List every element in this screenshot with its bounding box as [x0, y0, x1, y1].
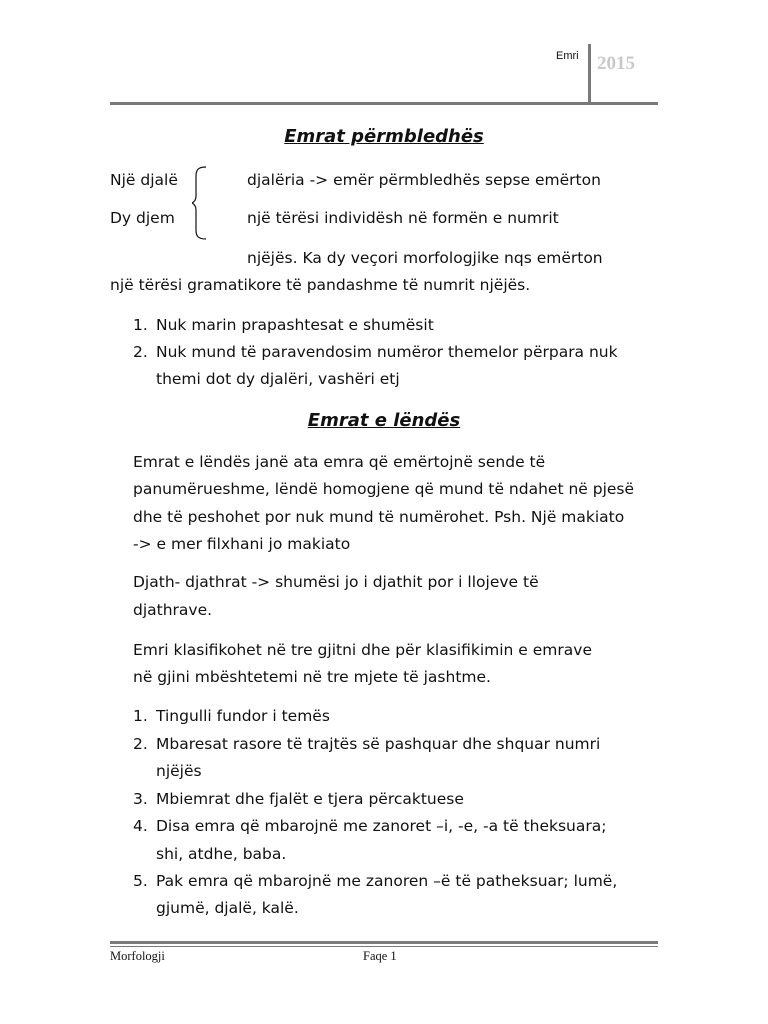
- list-item-continuation: njëjës: [156, 762, 202, 780]
- header-rule: [110, 102, 658, 105]
- paragraph-line: panumërueshme, lëndë homogjene që mund të ndahet në pjesë: [133, 480, 635, 498]
- list-item: Disa emra që mbarojnë me zanoret –i, -e, -a të theksuara;: [156, 817, 607, 835]
- header-divider: [588, 44, 591, 104]
- header-label: Emri: [556, 50, 579, 62]
- list-number: 1.: [133, 316, 148, 334]
- footer-left-label: Morfologji: [110, 949, 165, 963]
- list-item: Tingulli fundor i temës: [156, 707, 330, 725]
- paragraph-line: djathrave.: [133, 601, 213, 619]
- footer-rule-thin: [110, 946, 658, 947]
- list-number: 1.: [133, 707, 148, 725]
- list-number: 3.: [133, 790, 148, 808]
- header-year: 2015: [597, 53, 635, 74]
- list-item: Nuk marin prapashtesat e shumësit: [156, 316, 434, 334]
- list-item: Mbiemrat dhe fjalët e tjera përcaktuese: [156, 790, 464, 808]
- list-item-continuation: shi, atdhe, baba.: [156, 845, 287, 863]
- text-line: një tërësi gramatikore të pandashme të numrit njëjës.: [110, 276, 531, 294]
- list-item: Mbaresat rasore të trajtës së pashquar dhe shquar numri: [156, 735, 601, 753]
- list-item: Pak emra që mbarojnë me zanoren –ë të patheksuar; lumë,: [156, 872, 618, 890]
- paragraph-line: -> e mer filxhani jo makiato: [133, 535, 351, 553]
- list-item-continuation: themi dot dy djalëri, vashëri etj: [156, 370, 400, 388]
- list-item-continuation: gjumë, djalë, kalë.: [156, 899, 299, 917]
- footer-rule: [110, 941, 658, 944]
- section-title-lendes: Emrat e lëndës: [307, 410, 461, 431]
- paragraph-line: Emri klasifikohet në tre gjitni dhe për klasifikimin e emrave: [133, 641, 592, 659]
- brace-symbol: [192, 166, 208, 240]
- list-number: 2.: [133, 343, 148, 361]
- list-item: Nuk mund të paravendosim numëror themelor përpara nuk: [156, 343, 618, 361]
- list-number: 2.: [133, 735, 148, 753]
- paragraph-line: Emrat e lëndës janë ata emra që emërtojnë sende të: [133, 453, 546, 471]
- left-word-1: Një djalë: [110, 171, 178, 189]
- list-number: 4.: [133, 817, 148, 835]
- text-line: djalëria -> emër përmbledhës sepse emërton: [247, 171, 601, 189]
- section-title-permbledhes: Emrat përmbledhës: [284, 126, 484, 147]
- paragraph-line: dhe të peshohet por nuk mund të numërohet. Psh. Një makiato: [133, 508, 625, 526]
- paragraph-line: Djath- djathrat -> shumësi jo i djathit por i llojeve të: [133, 573, 539, 591]
- left-word-2: Dy djem: [110, 209, 175, 227]
- text-line: një tërësi individësh në formën e numrit: [247, 209, 559, 227]
- text-line: njëjës. Ka dy veçori morfologjike nqs emërton: [247, 249, 603, 267]
- list-number: 5.: [133, 872, 148, 890]
- page-number: Faqe 1: [363, 949, 397, 963]
- paragraph-line: në gjini mbështetemi në tre mjete të jashtme.: [133, 668, 491, 686]
